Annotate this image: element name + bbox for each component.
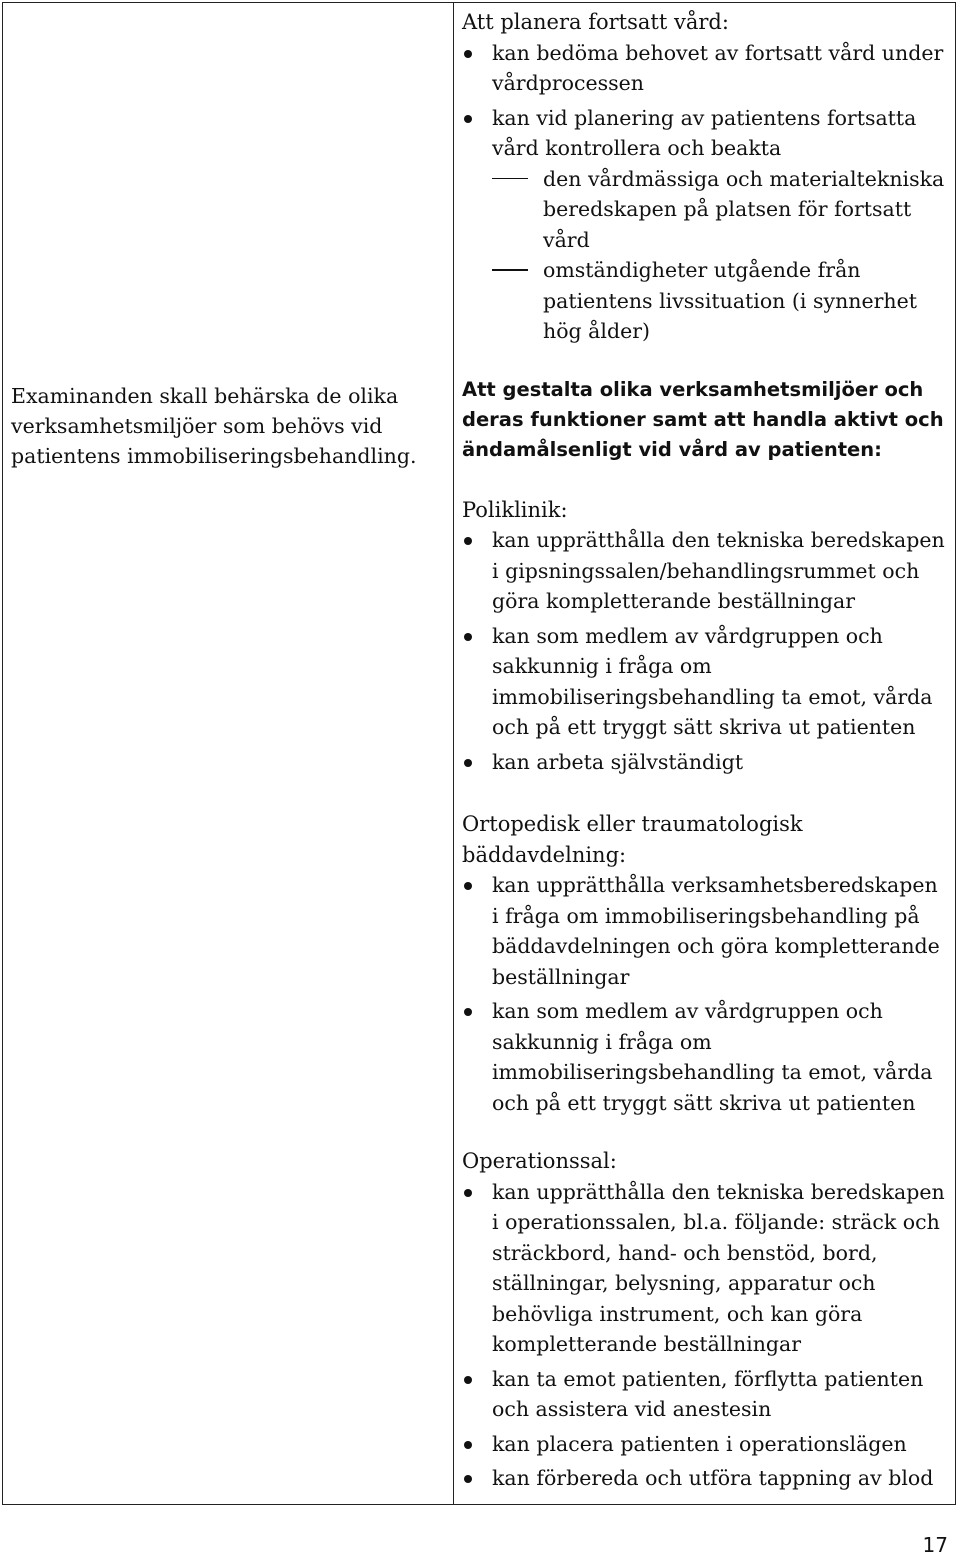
operating-room-list [462,1177,945,1494]
list-item-text: kan vid planering av patientens fortsatta vård kontrollera och beakta [492,105,917,160]
criteria-table [2,2,956,1505]
ward-list [462,870,945,1118]
list-item: kan upprätthålla verksamhetsberedskapen i fråga om immobiliseringsbehandling på bäddavdelningen och göra kompletterande beställningar [462,870,945,992]
environments-heading: Att gestalta olika verksamhetsmiljöer och deras funktioner samt att handla aktivt och ändamålsenligt vid vård av patienten: [462,377,944,461]
list-item: kan upprätthålla den tekniska beredskapen i gipsningssalen/behandlingsrummet och göra kompletterande beställningar [462,525,945,617]
table-row [3,3,956,1505]
sub-list-item: omständigheter utgående från patientens livssituation (i synnerhet hög ålder) [462,255,945,347]
poliklinik-heading: Poliklinik: [462,497,568,522]
list-item: kan arbeta självständigt [462,747,945,778]
list-item: kan placera patienten i operationslägen [462,1429,945,1460]
list-item: kan som medlem av vårdgruppen och sakkunnig i fråga om immobiliseringsbehandling ta emot, vårda och på ett tryggt sätt skriva ut patienten [462,621,945,743]
ward-heading: Ortopedisk eller traumatologisk bäddavdelning: [462,812,803,867]
list-item: kan ta emot patienten, förflytta patienten och assistera vid anestesin [462,1364,945,1425]
operating-room-heading: Operationssal: [462,1149,617,1173]
page-number: 17 [922,1533,948,1557]
left-cell [3,3,454,1505]
list-item: kan upprätthålla den tekniska beredskapen i operationssalen, bl.a. följande: sträck och sträckbord, hand- och benstöd, bord, ställningar, belysning, apparatur och behövliga instrument, och kan göra kompletterande beställningar [462,1177,945,1360]
list-item: kan bedöma behovet av fortsatt vård under vårdprocessen [462,38,945,99]
list-item: kan som medlem av vårdgruppen och sakkunnig i fråga om immobiliseringsbehandling ta emot, vårda och på ett tryggt sätt skriva ut patienten [462,996,945,1118]
right-cell [454,3,956,1505]
list-item: kan förbereda och utföra tappning av blod [462,1463,945,1494]
assessment-target-text: Examinanden skall behärska de olika verksamhetsmiljöer som behövs vid patientens immobiliseringsbehandling. [11,384,417,468]
planning-sublist [462,164,945,347]
list-item [462,103,945,347]
sub-list-item: den vårdmässiga och materialtekniska beredskapen på platsen för fortsatt vård [462,164,945,256]
planning-list [462,38,945,347]
planning-heading: Att planera fortsatt vård: [462,10,729,34]
poliklinik-list [462,525,945,777]
